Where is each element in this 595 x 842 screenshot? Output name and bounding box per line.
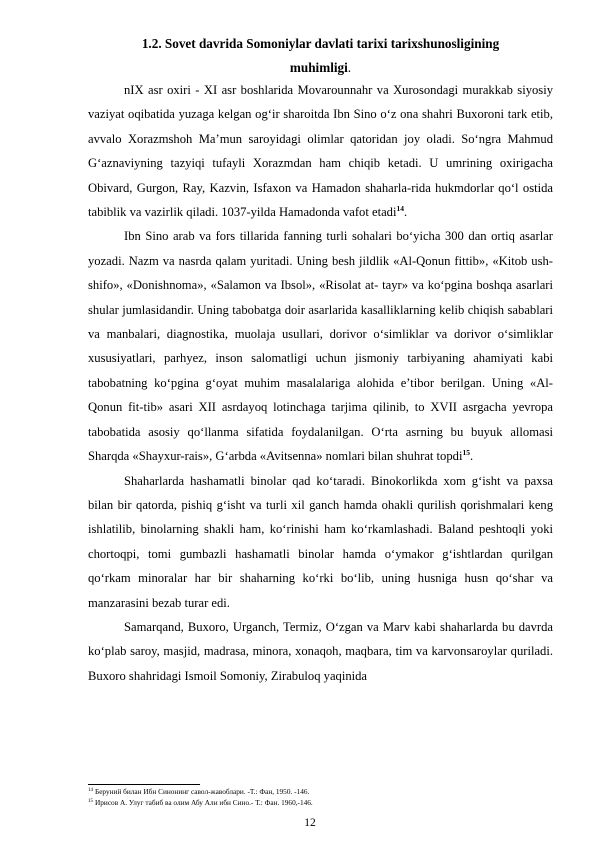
paragraph [88, 224, 553, 468]
footnote-reference[interactable]: 15 [462, 447, 470, 457]
footnote-divider [88, 784, 200, 785]
paragraph [88, 469, 553, 615]
section-title-word: muhimligi [289, 60, 348, 75]
paragraph-text: Ibn Sino arab va fors tillarida fanning turli sohalari bo‘yicha 300 dan ortiq asarlar yozadi. Nazm va nasrda qalam yuritadi. Uning besh jildlik «Al-Qonun fittib», «Kitob ush-shifo», «Donishnoma», «Salamon va Ibsol», «Risolat at- tayr» va ko‘pgina boshqa asarlari shular jumlasidandir. Uning tabobatga doir asarlarida kasalliklarning kelib chiqish sabablari va manbalari, diagnostika, muolaja usullari, dorivor o‘simliklar va dorivor o‘simliklar xususiyatlari, parhyez, inson salomatligi uchun jismoniy tarbiyaning ahamiyati kabi tabobatning ko‘pgina g‘oyat muhim masalalariga alohida e’tibor berilgan. Uning «Al-Qonun fit-tib» asari XII asrdayoq lotinchaga tarjima qilinib, to XVII asrgacha yevropa tabobatida asosiy qo‘llanma sifatida foydalanilgan. O‘rta asrning bu buyuk allomasi Sharqda «Shayxur-rais», G‘arbda «Avitsenna» nomlari bilan shuhrat topdi [88, 229, 553, 464]
footnote-text: Ирисов А. Улуг табиб ва олим Абу Али ибн Сино.- Т.: Фан. 1960,-146. [95, 798, 313, 807]
paragraph [88, 615, 553, 688]
page-number: 12 [304, 817, 316, 829]
paragraph-end: . [403, 205, 408, 220]
paragraph [88, 78, 553, 224]
footnote-number: 15 [88, 798, 93, 804]
footnote-reference[interactable]: 14 [396, 203, 404, 213]
footnote-item [88, 797, 553, 808]
footnote-item [88, 786, 553, 797]
paragraph-text: Shaharlarda hashamatli binolar qad ko‘taradi. Binokorlikda xom g‘isht va paxsa bilan bir qatorda, pishiq g‘isht va turli xil ganch hamda ohakli qurilish qorishmalari keng ishlatilib, binolarning shakli ham, ko‘rinishi ham ko‘rkamlashadi. Baland peshtoqli yoki chortoqpi, tomi gumbazli hashamatli binolar hamda o‘ymakor g‘ishtlardan qurilgan qo‘rkam minoralar har bir shaharning ko‘rki bo‘lib, uning husniga husn qo‘shar va manzarasini bezab turar edi. [88, 473, 553, 610]
paragraph-end: . [469, 449, 474, 464]
footnote-text: Беруний билан Ибн Синонинг савол-жавоблари. -Т.: Фан, 1950. -146. [95, 787, 310, 796]
section-title-period: . [347, 60, 352, 75]
paragraph-text: nIX asr oxiri - XI asr boshlarida Movarounnahr va Xurosondagi murakkab siyosiy vaziyat oqibatida yuzaga kelgan og‘ir sharoitda Ibn Sino o‘z ona shahri Buxoroni tark etib, avvalo Xorazmshoh Ma’mun saroyidagi olimlar qatoridan joy oladi. So‘ngra Mahmud G‘aznaviyning tazyiqi tufayli Xorazmdan ham chiqib ketadi. U umrining oxirigacha Obivard, Gurgon, Ray, Kazvin, Isfaxon va Hamadon shaharla-rida hukmdorlar qo‘l ostida tabiblik va vazirlik qiladi. 1037-yilda Hamadonda vafot etadi [88, 83, 553, 220]
paragraph-text: Samarqand, Buxoro, Urganch, Termiz, O‘zgan va Marv kabi shaharlarda bu davrda ko‘plab saroy, masjid, madrasa, minora, xonaqoh, maqbara, tim va karvonsaroylar quriladi. Buxoro shahridagi Ismoil Somoniy, Zirabuloq yaqinida [88, 619, 553, 683]
footnotes [88, 786, 553, 808]
section-title-line2 [88, 58, 553, 78]
body-text [88, 78, 553, 688]
section-title-line1: 1.2. Sovet davrida Somoniylar davlati tarixi tarixshunosligining [141, 36, 500, 51]
footnote-number: 14 [88, 787, 93, 793]
